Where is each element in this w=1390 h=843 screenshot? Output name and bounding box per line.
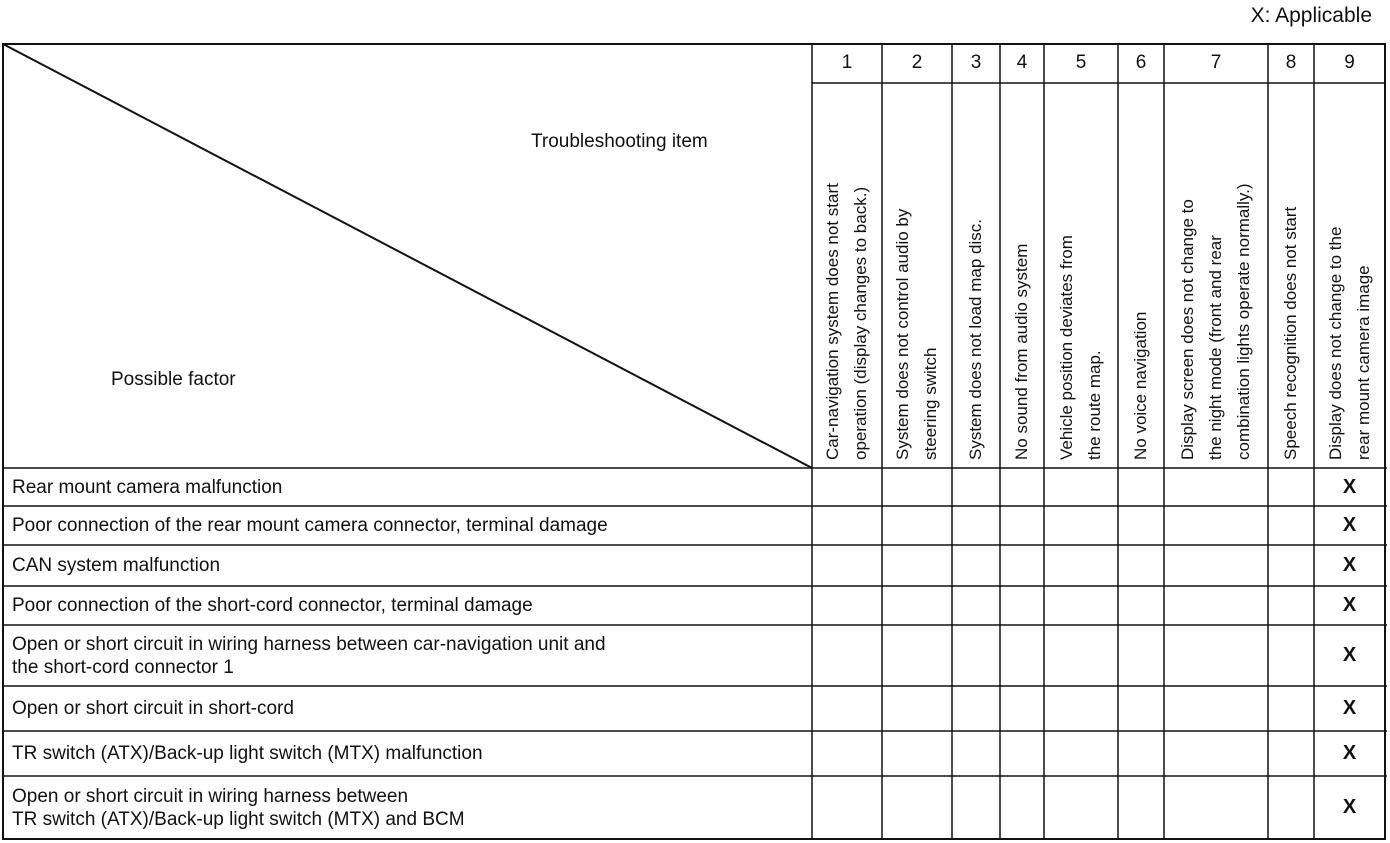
applicable-mark: X	[1342, 796, 1357, 818]
troubleshooting-item-label: Troubleshooting item	[531, 131, 708, 152]
row-label-line: TR switch (ATX)/Back-up light switch (MTX) and BCM	[12, 808, 465, 830]
row-label-line: Open or short circuit in short-cord	[12, 698, 294, 719]
row-label-line: Rear mount camera malfunction	[12, 476, 283, 498]
column-number: 1	[841, 52, 853, 73]
column-header-line: steering switch	[921, 347, 940, 460]
corner-diagonal-line	[3, 44, 812, 468]
applicable-mark: X	[1342, 742, 1357, 764]
column-number: 5	[1075, 52, 1087, 73]
column-header-line: System does not load map disc.	[966, 219, 985, 460]
table-row-label	[2, 776, 812, 839]
column-header-line: combination lights operate normally.)	[1234, 183, 1253, 460]
column-header-line: Speech recognition does not start	[1281, 206, 1300, 460]
row-label-line: TR switch (ATX)/Back-up light switch (MTX) malfunction	[12, 743, 483, 764]
column-header-text	[1277, 207, 1305, 460]
column-header-line: operation (display changes to back.)	[851, 186, 870, 460]
legend-applicable: X: Applicable	[1250, 4, 1372, 27]
column-number: 7	[1210, 52, 1222, 73]
applicable-mark: X	[1342, 594, 1357, 616]
column-number: 2	[911, 52, 923, 73]
column-number: 8	[1285, 52, 1297, 73]
column-header-line: Display does not change to the	[1325, 226, 1345, 460]
applicable-mark: X	[1342, 475, 1357, 498]
column-header-line: Vehicle position deviates from	[1057, 235, 1076, 460]
column-header-text	[1174, 183, 1258, 460]
column-header-line: rear mount camera image	[1353, 265, 1373, 460]
row-label-line: the short-cord connector 1	[12, 656, 234, 678]
column-header-line: No sound from audio system	[1012, 243, 1031, 460]
table-row-label	[2, 506, 812, 545]
column-header-text	[962, 219, 990, 460]
column-header-text	[1322, 227, 1378, 460]
column-header-text	[1127, 312, 1155, 460]
row-label-line: Poor connection of the short-cord connector, terminal damage	[12, 595, 533, 616]
row-label-line: Open or short circuit in wiring harness between	[12, 785, 409, 807]
troubleshooting-table	[2, 43, 1387, 840]
column-header-text	[1008, 244, 1036, 460]
column-header-text	[1053, 235, 1109, 460]
column-number: 6	[1135, 52, 1147, 73]
table-row-label	[2, 686, 812, 731]
column-header-line: Car-navigation system does not start	[823, 183, 842, 460]
column-header-line: No voice navigation	[1131, 311, 1150, 460]
possible-factor-label: Possible factor	[111, 369, 236, 390]
column-header-line: System does not control audio by	[893, 208, 912, 460]
row-label-line: CAN system malfunction	[12, 555, 221, 576]
applicable-mark: X	[1342, 697, 1357, 719]
column-header-line: the route map.	[1085, 350, 1104, 460]
applicable-mark: X	[1342, 514, 1357, 536]
column-number: 3	[970, 52, 982, 73]
column-header-text	[819, 183, 875, 460]
applicable-mark: X	[1342, 644, 1357, 666]
applicable-mark: X	[1342, 554, 1357, 576]
row-label-line: Open or short circuit in wiring harness between car-navigation unit and	[12, 633, 606, 655]
table-row-label	[2, 586, 812, 625]
column-header-line: the night mode (front and rear	[1206, 235, 1225, 460]
column-number: 9	[1344, 52, 1355, 73]
column-header-line: Display screen does not change to	[1178, 199, 1197, 460]
table-row-label	[2, 545, 812, 586]
table-row-label	[2, 731, 812, 776]
table-row-label	[2, 625, 812, 686]
column-number: 4	[1016, 52, 1028, 73]
row-label-line: Poor connection of the rear mount camera connector, terminal damage	[12, 515, 608, 536]
column-header-text	[889, 209, 945, 460]
table-row-label	[2, 468, 812, 506]
